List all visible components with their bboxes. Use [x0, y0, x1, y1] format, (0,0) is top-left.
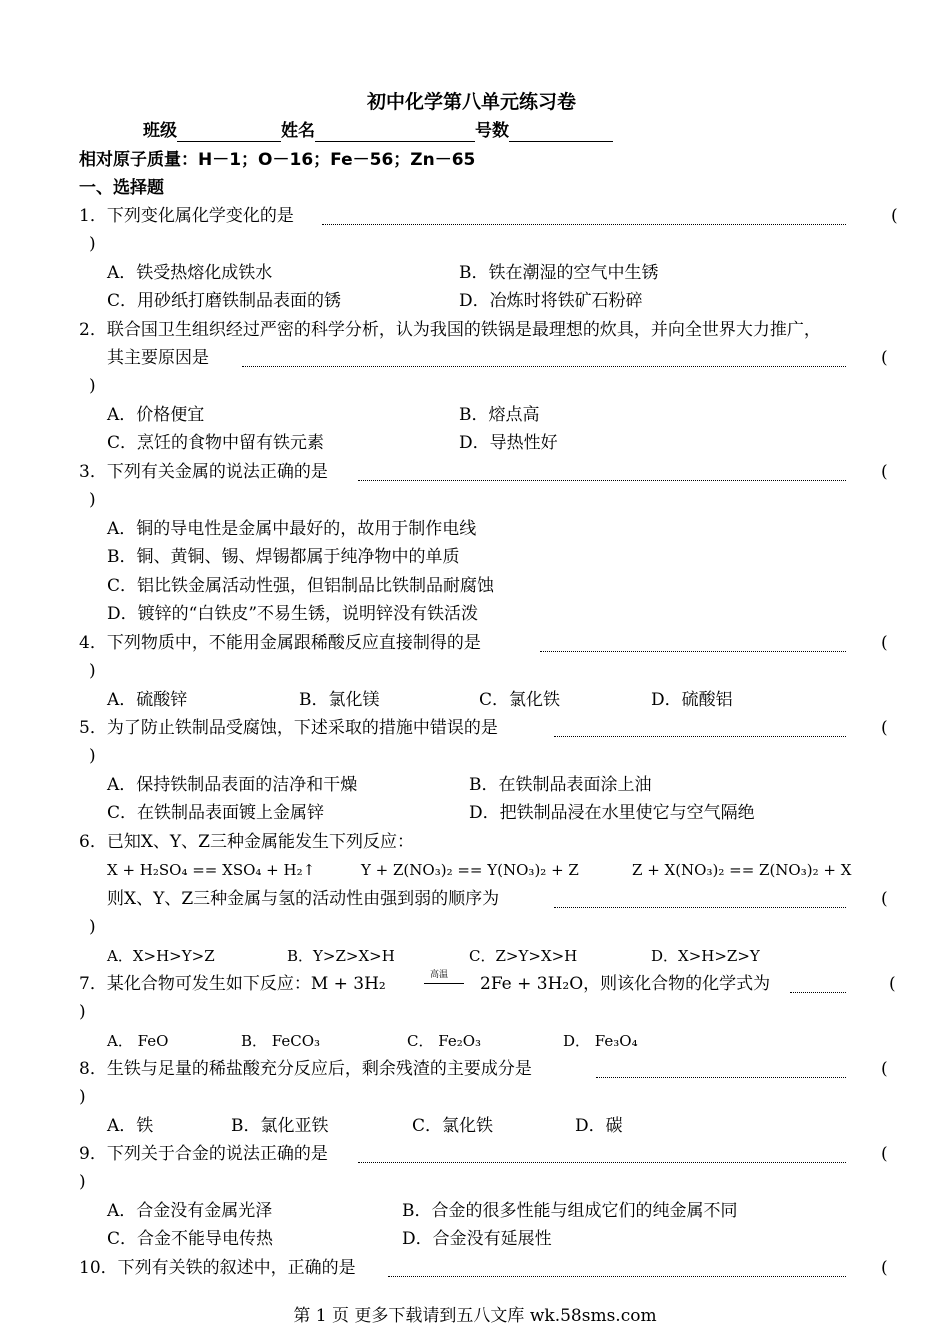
- option-a[interactable]: A．保持铁制品表面的洁净和干燥: [107, 775, 358, 795]
- question-stem: 10．下列有关铁的叙述中，正确的是: [79, 1258, 356, 1278]
- question-stem: 5．为了防止铁制品受腐蚀，下述采取的措施中错误的是: [79, 718, 498, 738]
- option-b[interactable]: B．铜、黄铜、锡、焊锡都属于纯净物中的单质: [107, 547, 460, 567]
- answer-leader: [790, 992, 846, 993]
- paren-open: (: [881, 1258, 888, 1278]
- paren-open: (: [881, 889, 888, 909]
- paren-close: ): [89, 746, 96, 766]
- reaction-equation-2: Y + Z(NO₃)₂ == Y(NO₃)₂ + Z: [361, 861, 579, 879]
- question-stem: 2．联合国卫生组织经过严密的科学分析，认为我国的铁锅是最理想的炊具，并向全世界大力推广，: [79, 320, 821, 340]
- paren-close: ): [79, 1087, 86, 1107]
- reaction-equation-3: Z + X(NO₃)₂ == Z(NO₃)₂ + X: [632, 861, 852, 879]
- answer-leader: [540, 651, 846, 652]
- class-field[interactable]: [177, 123, 281, 142]
- option-c[interactable]: C． Fe₂O₃: [407, 1032, 482, 1050]
- option-a[interactable]: A．铁受热熔化成铁水: [107, 263, 273, 283]
- question-stem: 7．某化合物可发生如下反应：M + 3H₂: [79, 974, 386, 994]
- question-stem: 4．下列物质中，不能用金属跟稀酸反应直接制得的是: [79, 633, 481, 653]
- option-a[interactable]: A．X>H>Y>Z: [107, 947, 215, 965]
- paren-close: ): [89, 917, 96, 937]
- answer-leader: [322, 224, 846, 225]
- page-footer: 第 1 页 更多下载请到五八文库 wk.58sms.com: [293, 1306, 657, 1326]
- paren-open: (: [889, 974, 896, 994]
- option-b[interactable]: B．Y>Z>X>H: [287, 947, 395, 965]
- reaction-arrow: [424, 983, 464, 984]
- question-stem-cont: 2Fe + 3H₂O，则该化合物的化学式为: [480, 974, 771, 994]
- question-stem: 8．生铁与足量的稀盐酸充分反应后，剩余残渣的主要成分是: [79, 1059, 532, 1079]
- paren-close: ): [79, 1172, 86, 1192]
- option-d[interactable]: D．碳: [575, 1116, 623, 1136]
- option-a[interactable]: A．硫酸锌: [107, 690, 188, 710]
- question-stem-cont: 则X、Y、Z三种金属与氢的活动性由强到弱的顺序为: [107, 889, 500, 909]
- option-c[interactable]: C．铝比铁金属活动性强，但铝制品比铁制品耐腐蚀: [107, 576, 495, 596]
- option-d[interactable]: D．导热性好: [459, 433, 558, 453]
- option-c[interactable]: C．Z>Y>X>H: [469, 947, 578, 965]
- option-a[interactable]: A．铜的导电性是金属中最好的，故用于制作电线: [107, 519, 477, 539]
- option-b[interactable]: B． FeCO₃: [241, 1032, 321, 1050]
- number-label: 号数: [475, 121, 509, 141]
- class-label: 班级: [143, 121, 177, 141]
- answer-leader: [358, 480, 846, 481]
- atomic-mass-line: 相对原子质量：H－1；O－16；Fe－56；Zn－65: [79, 150, 476, 170]
- option-c[interactable]: C．氯化铁: [479, 690, 561, 710]
- paren-open: (: [881, 718, 888, 738]
- option-c[interactable]: C．用砂纸打磨铁制品表面的锈: [107, 291, 342, 311]
- option-d[interactable]: D．冶炼时将铁矿石粉碎: [459, 291, 643, 311]
- question-stem: 1．下列变化属化学变化的是: [79, 206, 294, 226]
- option-c[interactable]: C．烹饪的食物中留有铁元素: [107, 433, 325, 453]
- option-a[interactable]: A．铁: [107, 1116, 154, 1136]
- page-title: 初中化学第八单元练习卷: [367, 91, 577, 113]
- paren-open: (: [891, 206, 898, 226]
- paren-close: ): [89, 661, 96, 681]
- reaction-condition: 高温: [430, 970, 449, 980]
- answer-leader: [358, 1162, 846, 1163]
- answer-leader: [554, 736, 846, 737]
- paren-open: (: [881, 462, 888, 482]
- answer-leader: [388, 1276, 846, 1277]
- option-c[interactable]: C．在铁制品表面镀上金属锌: [107, 803, 325, 823]
- option-d[interactable]: D．把铁制品浸在水里使它与空气隔绝: [469, 803, 755, 823]
- name-label: 姓名: [281, 121, 315, 141]
- question-stem: 6．已知X、Y、Z三种金属能发生下列反应：: [79, 832, 414, 852]
- option-a[interactable]: A．合金没有金属光泽: [107, 1201, 273, 1221]
- question-stem: 3．下列有关金属的说法正确的是: [79, 462, 328, 482]
- option-d[interactable]: D．X>H>Z>Y: [651, 947, 760, 965]
- question-stem-cont: 其主要原因是: [107, 348, 209, 368]
- option-c[interactable]: C．氯化铁: [412, 1116, 494, 1136]
- paren-open: (: [881, 1059, 888, 1079]
- option-b[interactable]: B．熔点高: [459, 405, 540, 425]
- paren-close: ): [89, 490, 96, 510]
- option-b[interactable]: B．氯化镁: [299, 690, 380, 710]
- answer-leader: [554, 907, 846, 908]
- option-b[interactable]: B．在铁制品表面涂上油: [469, 775, 652, 795]
- option-b[interactable]: B．铁在潮湿的空气中生锈: [459, 263, 659, 283]
- option-b[interactable]: B．氯化亚铁: [231, 1116, 329, 1136]
- option-d[interactable]: D．镀锌的“白铁皮”不易生锈，说明锌没有铁活泼: [107, 604, 479, 624]
- answer-leader: [596, 1077, 846, 1078]
- number-field[interactable]: [509, 123, 613, 142]
- paren-open: (: [881, 348, 888, 368]
- student-info-line: [143, 120, 613, 142]
- paren-close: ): [79, 1002, 86, 1022]
- paren-open: (: [881, 1144, 888, 1164]
- option-d[interactable]: D．合金没有延展性: [402, 1229, 552, 1249]
- paren-open: (: [881, 633, 888, 653]
- option-b[interactable]: B．合金的很多性能与组成它们的纯金属不同: [402, 1201, 738, 1221]
- option-d[interactable]: D．硫酸铝: [651, 690, 733, 710]
- paren-close: ): [89, 376, 96, 396]
- option-a[interactable]: A． FeO: [107, 1032, 169, 1050]
- option-a[interactable]: A．价格便宜: [107, 405, 205, 425]
- name-field[interactable]: [315, 123, 475, 142]
- reaction-equation-1: X + H₂SO₄ == XSO₄ + H₂↑: [107, 861, 316, 879]
- question-stem: 9．下列关于合金的说法正确的是: [79, 1144, 328, 1164]
- answer-leader: [242, 366, 846, 367]
- option-d[interactable]: D． Fe₃O₄: [563, 1032, 638, 1050]
- option-c[interactable]: C．合金不能导电传热: [107, 1229, 274, 1249]
- section-heading: 一、选择题: [79, 178, 164, 198]
- paren-close: ): [89, 234, 96, 254]
